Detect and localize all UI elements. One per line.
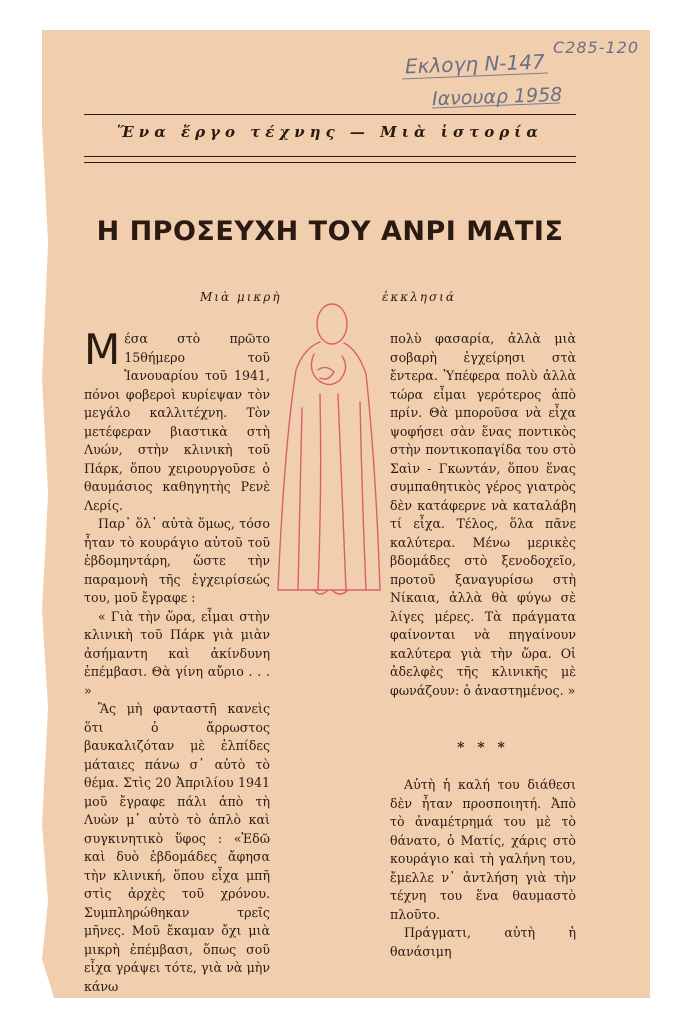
article-left-column	[84, 325, 270, 996]
quote-paragraph: « Γιὰ τὴν ὥρα, εἶμαι στὴν κλινικὴ τοῦ Πάρκ γιὰ μιὰν ἀσήμαντη καὶ ἀκίνδυνη ἐπέμβασι. Θὰ γίνη αὔριο . . . »	[84, 608, 270, 698]
figure-caption-right: ἐκκλησιά	[382, 290, 456, 304]
handwritten-note-line-2: Ιανουαρ 1958	[431, 83, 563, 111]
archive-reference-code: C285-120	[553, 38, 640, 57]
figure-caption-left: Μιὰ μικρὴ	[200, 290, 282, 304]
paragraph: πολὺ φασαρία, ἀλλὰ μιὰ σοβαρὴ ἐγχείρησι στὰ ἔντερα. Ὑπέφερα πολὺ ἀλλὰ τώρα εἶμαι γερότερος ἀπὸ πρίν. Θὰ μποροῦσα νὰ εἶχα ψοφήσει σὰν ἕνας ποντικὸς στὴν ποντικοπαγίδα του στὸ Σαὶν - Γκωντάν, ὅπου ἕνας συμπαθητικὸς γέρος γιατρὸς δὲν κατάφερνε νὰ καταλάβη τί εἶχα. Τέλος, ὅλα πᾶνε καλύτερα. Μένω μερικὲς βδομάδες στὸ ξενοδοχεῖο, προτοῦ ξαναγυρίσω στὴ Νίκαια, ἀλλὰ θὰ φύγω σὲ λίγες μέρες. Τὰ πράγματα φαίνονται νὰ πηγαίνουν καλύτερα γιὰ τὴν ὥρα. Οἱ ἀδελφὲς τῆς κλινικῆς μὲ φωνάζουν: ὁ ἀναστημένος. »	[390, 331, 576, 698]
paragraph: Αὐτὴ ἡ καλή του διάθεσι δὲν ἦταν προσποιητή. Ἀπὸ τὸ ἀναμέτρημά του μὲ τὸ θάνατο, ὁ Ματίς, χάρις στὸ κουράγιο καὶ τὴ γαλήνη του, ἔμελλε ν᾽ ἀντλήση γιὰ τὴν τέχνη του ἕνα θαυμαστὸ πλοῦτο.	[390, 777, 576, 922]
paragraph: Πράγματι, αὐτὴ ἡ θανάσιμη	[390, 925, 576, 959]
handwritten-note-line-1: Εκλογη Ν-147	[404, 49, 546, 79]
article-right-column	[390, 330, 576, 700]
series-header: Ἕνα ἔργο τέχνης — Μιὰ ἱστορία	[117, 123, 543, 141]
header-rule-top	[84, 114, 576, 115]
paragraph: Μέσα στὸ πρῶτο 15θήμερο τοῦ Ἰανουαρίου τοῦ 1941, πόνοι φοβεροὶ κυρίεψαν τὸν μεγάλο καλλιτέχνη. Τὸν μετέφεραν βιαστικὰ στὴ Λυών, στὴν κλινικὴ τοῦ Πάρκ, ὅπου χειρουργοῦσε ὁ θαυμάσιος καθηγητὴς Ρενὲ Λερίς.	[84, 325, 270, 513]
article-title: Η ΠΡΟΣΕΥΧΗ ΤΟΥ ΑΝΡΙ ΜΑΤΙΣ	[96, 216, 564, 247]
paragraph: Παρ᾽ ὅλ᾽ αὐτὰ ὅμως, τόσο ἦταν τὸ κουράγιο αὐτοῦ τοῦ ἑβδομηντάρη, ὥστε τὴν παραμονὴ τῆς ἐγχειρίσεώς του, μοῦ ἔγραφε :	[84, 516, 270, 605]
matisse-sketch-figure	[268, 298, 392, 600]
section-separator: * * *	[457, 740, 509, 756]
article-right-column-continued	[390, 776, 576, 961]
drop-cap: Μ	[84, 325, 121, 374]
header-rule-bottom-1	[84, 156, 576, 157]
paragraph: Ἂς μὴ φανταστῆ κανεὶς ὅτι ὁ ἄρρωστος βαυκαλιζόταν μὲ ἐλπίδες μάταιες πάνω σ᾽ αὐτὸ τὸ θέμα. Στὶς 20 Ἀπριλίου 1941 μοῦ ἔγραφε πάλι ἀπὸ τὴ Λυὼν μ᾽ αὐτὸ τὸ ἁπλὸ καὶ συγκινητικὸ ὕφος : «Ἐδῶ καὶ δυὸ ἑβδομάδες ἄφησα τὴν κλινική, ὅπου εἶχα μπῆ στὶς ἀρχὲς τοῦ χρόνου. Συμπληρώθηκαν τρεῖς μῆνες. Μοῦ ἔκαμαν ὄχι μιὰ μικρὴ ἐπέμβασι, ὅπως σοῦ εἶχα γράψει τότε, γιὰ νὰ μὴν κάνω	[84, 701, 270, 994]
header-rule-bottom-2	[84, 162, 576, 163]
